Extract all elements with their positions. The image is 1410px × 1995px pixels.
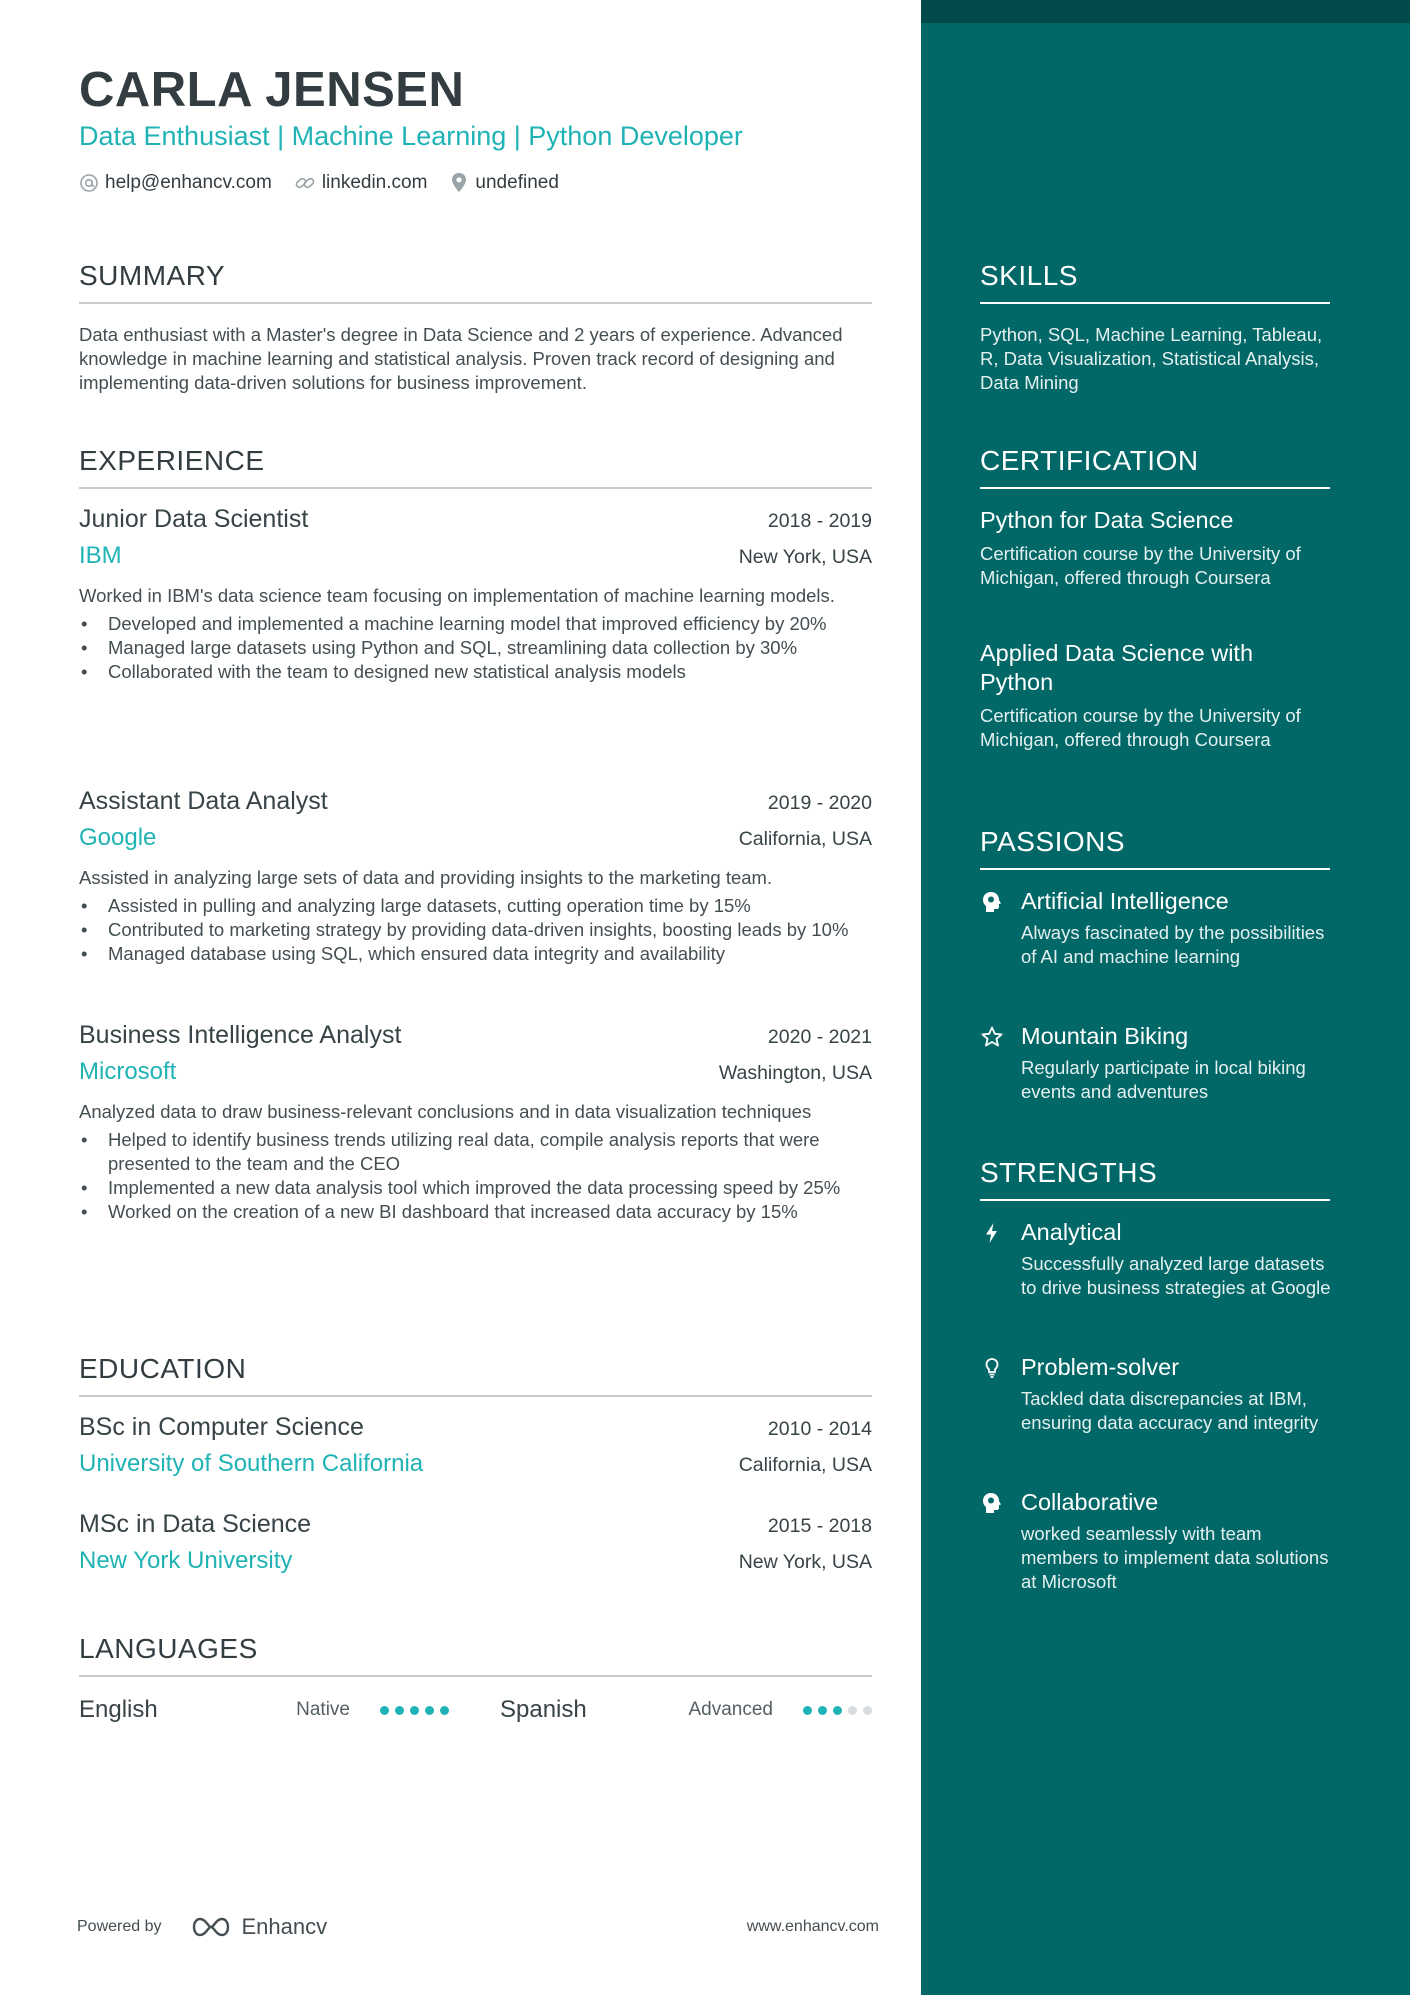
candidate-name: CARLA JENSEN (79, 63, 465, 117)
summary-heading: SUMMARY (79, 260, 872, 304)
contact-email-text: help@enhancv.com (105, 172, 272, 193)
education-heading: EDUCATION (79, 1353, 872, 1397)
proficiency-dot (848, 1706, 857, 1715)
strength-description: Successfully analyzed large datasets to drive business strategies at Google (1021, 1253, 1331, 1298)
enhancv-logo-icon (188, 1915, 234, 1939)
job-bullet: • Managed large datasets using Python and SQL, streamlining data collection by 30% (79, 636, 872, 660)
passions-heading: PASSIONS (980, 826, 1330, 870)
proficiency-dot (863, 1706, 872, 1715)
job-dates: 2019 - 2020 (767, 792, 872, 814)
passion-description: Always fascinated by the possibilities of AI and machine learning (1021, 922, 1325, 967)
proficiency-dot (440, 1706, 449, 1715)
passion-item (980, 887, 1350, 969)
passion-description: Regularly participate in local biking events and adventures (1021, 1057, 1306, 1102)
education-school: University of Southern California (79, 1450, 424, 1477)
skills-text: Python, SQL, Machine Learning, Tableau, R, Data Visualization, Statistical Analysis, Data Mining (980, 324, 1323, 393)
certification-heading: CERTIFICATION (980, 445, 1330, 489)
job-role: Business Intelligence Analyst (79, 1021, 402, 1049)
job-bullet: • Managed database using SQL, which ensured data integrity and availability (79, 942, 872, 966)
job-bullet: • Worked on the creation of a new BI dashboard that increased data accuracy by 15% (79, 1200, 872, 1224)
job-bullets (79, 1128, 872, 1224)
job-location: New York, USA (738, 546, 872, 568)
job-role: Junior Data Scientist (79, 505, 309, 533)
language-level: Native (296, 1699, 350, 1720)
education-item (79, 1413, 872, 1478)
experience-item (79, 505, 872, 684)
proficiency-dot (803, 1706, 812, 1715)
contact-linkedin-text: linkedin.com (321, 172, 428, 193)
language-name: English (79, 1696, 158, 1723)
job-bullet: • Contributed to marketing strategy by providing data-driven insights, boosting leads by 10% (79, 918, 872, 942)
language-proficiency-dots (380, 1706, 449, 1715)
candidate-title: Data Enthusiast | Machine Learning | Python Developer (79, 121, 743, 151)
job-company: Google (79, 824, 157, 851)
strength-item (980, 1353, 1350, 1435)
certification-description: Certification course by the University of Michigan, offered through Coursera (980, 705, 1301, 750)
education-location: New York, USA (738, 1551, 872, 1573)
education-dates: 2015 - 2018 (767, 1515, 872, 1537)
passion-title: Artificial Intelligence (1021, 888, 1229, 914)
powered-by-label: Powered by (77, 1918, 162, 1935)
language-proficiency-dots (803, 1706, 872, 1715)
strength-title: Problem-solver (1021, 1354, 1180, 1380)
bolt-icon (980, 1221, 1004, 1245)
link-icon (294, 173, 316, 193)
job-description: Assisted in analyzing large sets of data and providing insights to the marketing team. (79, 867, 773, 888)
certification-description: Certification course by the University of Michigan, offered through Coursera (980, 543, 1301, 588)
job-description: Analyzed data to draw business-relevant conclusions and in data visualization techniques (79, 1101, 812, 1122)
proficiency-dot (833, 1706, 842, 1715)
sidebar-top-band (921, 0, 1410, 23)
strength-title: Collaborative (1021, 1489, 1159, 1515)
contact-location (449, 172, 558, 194)
location-pin-icon (449, 172, 469, 194)
proficiency-dot (425, 1706, 434, 1715)
job-bullet: • Helped to identify business trends utilizing real data, compile analysis reports that were presented to the team and the CEO (79, 1128, 872, 1176)
job-bullet: • Collaborated with the team to designed new statistical analysis models (79, 660, 872, 684)
education-location: California, USA (738, 1454, 872, 1476)
proficiency-dot (818, 1706, 827, 1715)
skills-heading: SKILLS (980, 260, 1330, 304)
job-bullets (79, 894, 872, 966)
strength-description: Tackled data discrepancies at IBM, ensuring data accuracy and integrity (1021, 1388, 1319, 1433)
experience-item (79, 787, 872, 966)
job-bullet: • Developed and implemented a machine learning model that improved efficiency by 20% (79, 612, 872, 636)
passion-title: Mountain Biking (1021, 1023, 1189, 1049)
contact-email[interactable] (79, 172, 272, 194)
education-school: New York University (79, 1547, 293, 1574)
proficiency-dot (410, 1706, 419, 1715)
language-name: Spanish (500, 1696, 587, 1723)
at-icon (79, 173, 99, 193)
education-degree: BSc in Computer Science (79, 1413, 364, 1441)
head-icon (980, 1491, 1004, 1515)
proficiency-dot (380, 1706, 389, 1715)
summary-text: Data enthusiast with a Master's degree in Data Science and 2 years of experience. Advanced knowledge in machine learning and statistical analysis. Proven track record of designing and implementing data-driven solutions for business improvement. (79, 324, 843, 393)
strength-item (980, 1488, 1350, 1594)
passion-item (980, 1022, 1350, 1104)
job-bullets (79, 612, 872, 684)
head-icon (980, 890, 1004, 914)
certification-title: Applied Data Science with Python (980, 640, 1254, 695)
education-item (79, 1510, 872, 1575)
experience-item (79, 1021, 872, 1224)
contact-info (79, 172, 559, 194)
strength-item (980, 1218, 1350, 1300)
education-degree: MSc in Data Science (79, 1510, 312, 1538)
job-bullet: • Assisted in pulling and analyzing large datasets, cutting operation time by 15% (79, 894, 872, 918)
education-dates: 2010 - 2014 (767, 1418, 872, 1440)
enhancv-logo[interactable] (188, 1914, 328, 1940)
enhancv-brand-text: Enhancv (241, 1914, 328, 1939)
job-dates: 2018 - 2019 (767, 510, 872, 532)
job-location: Washington, USA (718, 1062, 872, 1084)
job-description: Worked in IBM's data science team focusing on implementation of machine learning models. (79, 585, 835, 606)
footer (77, 1914, 879, 1940)
star-icon (980, 1025, 1004, 1049)
footer-website[interactable]: www.enhancv.com (746, 1918, 879, 1935)
job-location: California, USA (738, 828, 872, 850)
strength-title: Analytical (1021, 1219, 1122, 1245)
contact-linkedin[interactable] (294, 172, 428, 194)
strength-description: worked seamlessly with team members to implement data solutions at Microsoft (1021, 1523, 1329, 1592)
language-level: Advanced (688, 1699, 773, 1720)
certification-title: Python for Data Science (980, 507, 1234, 533)
languages-heading: LANGUAGES (79, 1633, 872, 1677)
job-company: IBM (79, 542, 122, 569)
job-dates: 2020 - 2021 (767, 1026, 872, 1048)
lightbulb-icon (980, 1356, 1004, 1380)
language-item (500, 1696, 872, 1724)
language-item (79, 1696, 449, 1724)
job-company: Microsoft (79, 1058, 177, 1085)
job-bullet: • Implemented a new data analysis tool which improved the data processing speed by 25% (79, 1176, 872, 1200)
sidebar (921, 0, 1410, 1995)
experience-heading: EXPERIENCE (79, 445, 872, 489)
contact-location-text: undefined (475, 172, 559, 193)
job-role: Assistant Data Analyst (79, 787, 328, 815)
strengths-heading: STRENGTHS (980, 1157, 1330, 1201)
proficiency-dot (395, 1706, 404, 1715)
